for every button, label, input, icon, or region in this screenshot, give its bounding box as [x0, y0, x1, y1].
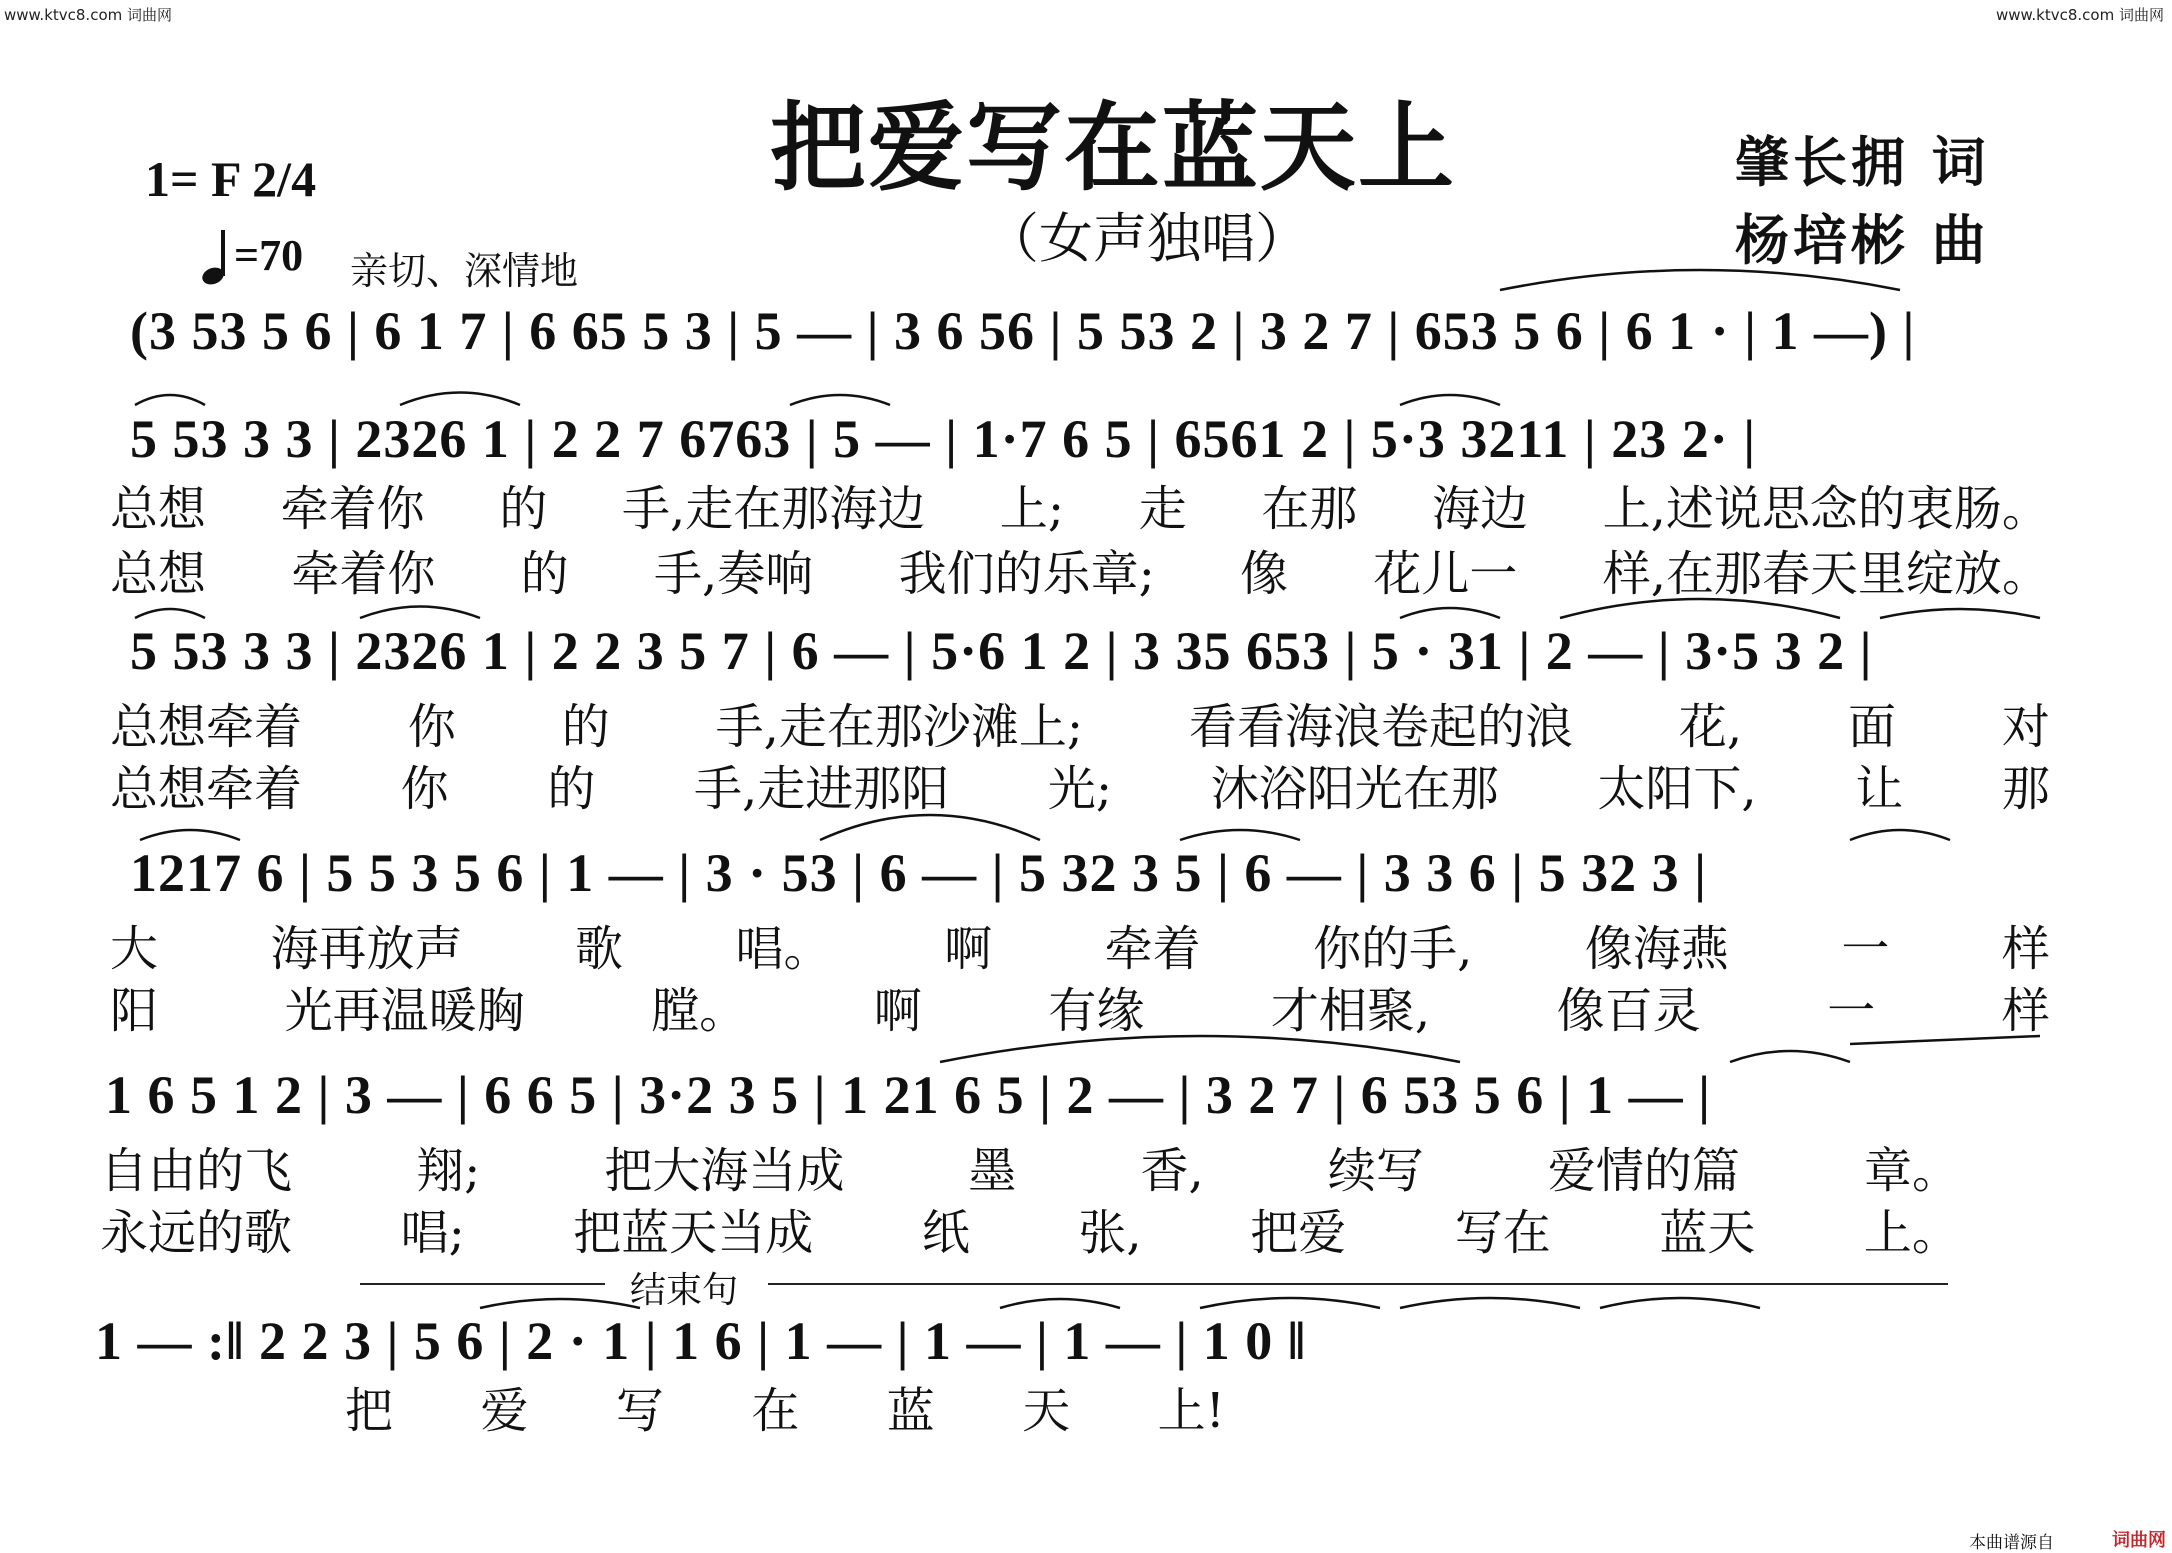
quarter-note-icon — [200, 226, 234, 286]
lyrics-line4-verse1: 自由的飞 翔; 把大海当成 墨 香, 续写 爱情的篇 章。 — [100, 1143, 1960, 1199]
lyrics-line1-verse1: 总想 牵着你 的 手,走在那海边 上; 走 在那 海边 上,述说思念的衷肠。 — [110, 481, 2050, 537]
lyrics-coda: 把 爱 写 在 蓝 天 上! — [345, 1383, 1225, 1439]
composer-credit: 杨培彬 曲 — [1735, 208, 1990, 272]
lyrics-line2-verse2: 总想牵着 你 的 手,走进那阳 光; 沐浴阳光在那 太阳下, 让 那 — [110, 761, 2050, 817]
footer-site-link[interactable]: 词曲网 — [2112, 1530, 2166, 1551]
watermark-left: www.ktvc8.com 词曲网 — [4, 6, 173, 24]
song-subtitle: （女声独唱） — [985, 207, 1309, 270]
song-title: 把爱写在蓝天上 — [770, 91, 1456, 204]
lyrics-line1-verse2: 总想 牵着你 的 手,奏响 我们的乐章; 像 花儿一 样,在那春天里绽放。 — [110, 546, 2050, 602]
end-section-line-left — [360, 1283, 605, 1285]
lyrics-line2-verse1: 总想牵着 你 的 手,走在那沙滩上; 看看海浪卷起的浪 花, 面 对 — [110, 699, 2050, 755]
end-section-label: 结束句 — [630, 1270, 739, 1311]
key-signature: 1= F 2/4 — [145, 151, 317, 207]
watermark-right: www.ktvc8.com 词曲网 — [1995, 6, 2164, 24]
tempo-value: =70 — [234, 231, 304, 280]
end-section-line-right — [768, 1283, 1948, 1285]
lyrics-line3-verse1: 大 海再放声 歌 唱。 啊 牵着 你的手, 像海燕 一 样 — [110, 921, 2050, 977]
lyrics-line4-verse2: 永远的歌 唱; 把蓝天当成 纸 张, 把爱 写在 蓝天 上。 — [100, 1205, 1960, 1261]
lyricist-credit: 肇长拥 词 — [1735, 130, 1990, 194]
tempo-expression: 亲切、深情地 — [350, 249, 579, 293]
lyrics-line3-verse2: 阳 光再温暖胸 膛。 啊 有缘 才相聚, 像百灵 一 样 — [110, 983, 2050, 1039]
footer-credit: 本曲谱源自 — [1969, 1533, 2054, 1553]
